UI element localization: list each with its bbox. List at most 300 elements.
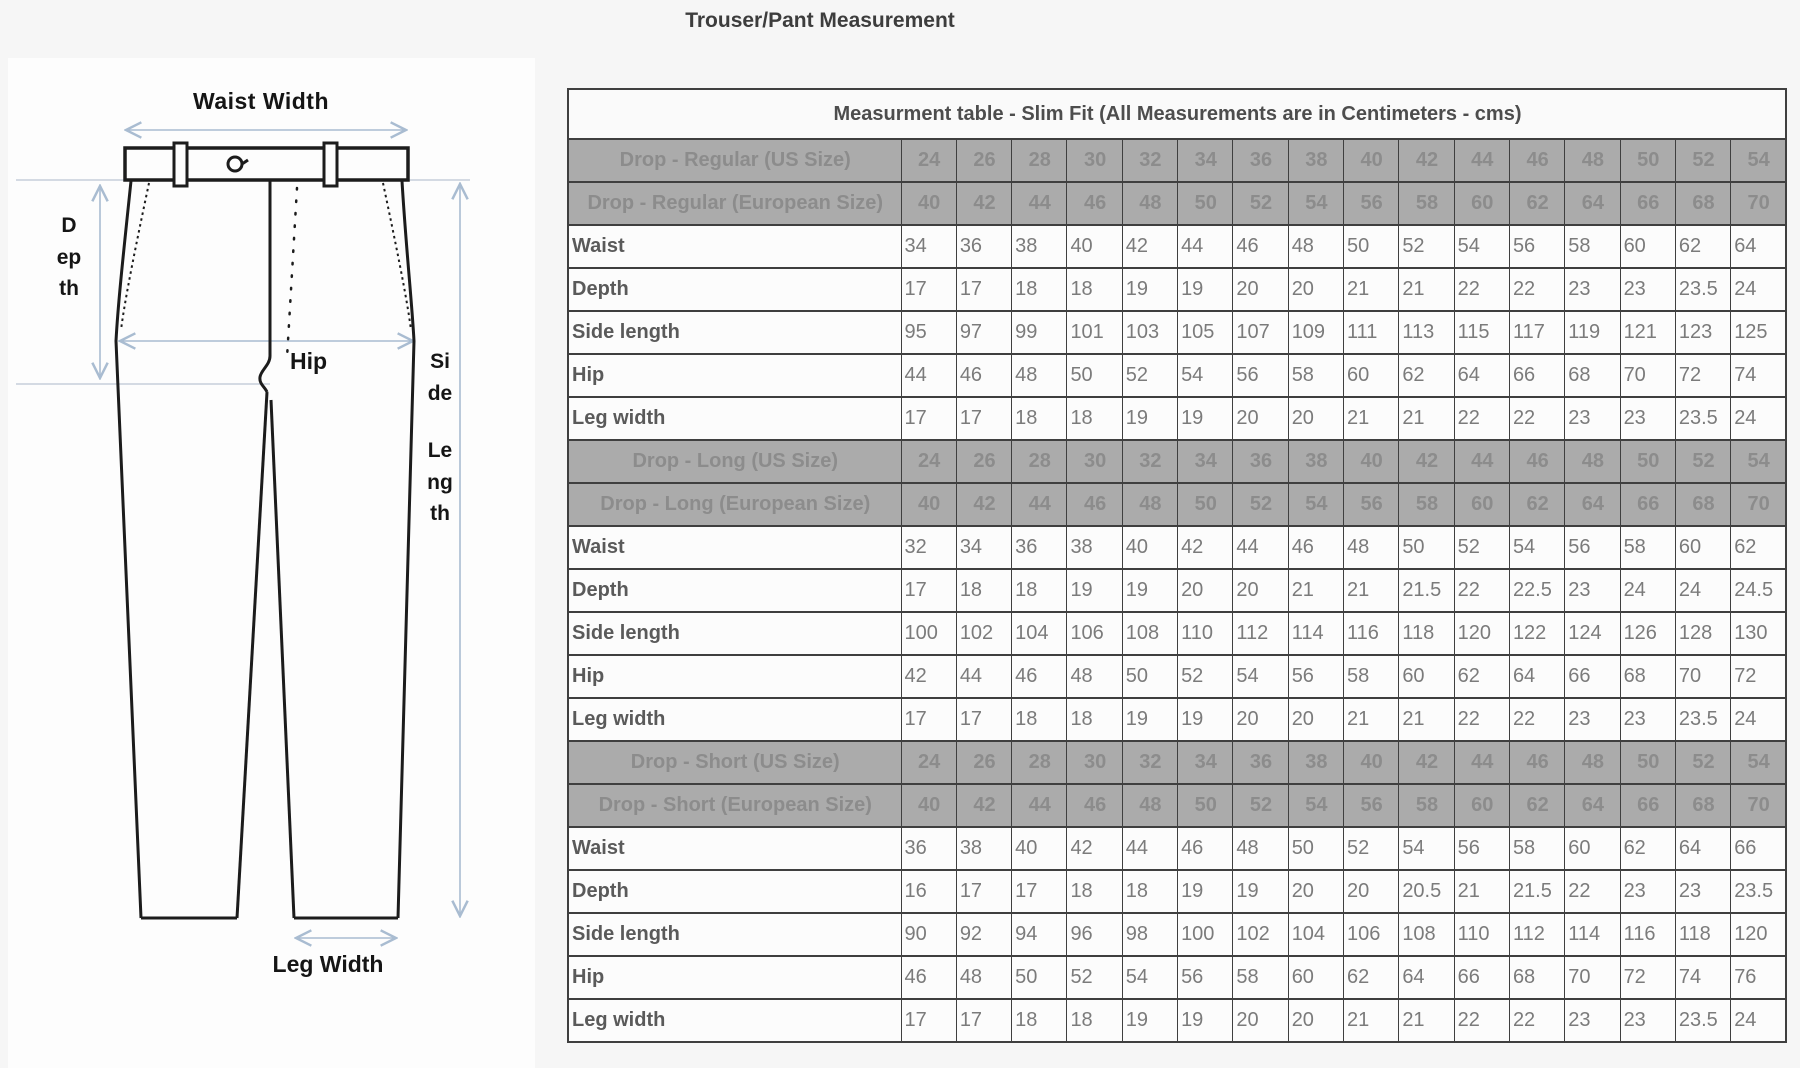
size-header-cell: 44 <box>1454 440 1509 483</box>
value-cell: 24 <box>1731 268 1786 311</box>
size-header-cell: 24 <box>901 139 956 182</box>
size-header-cell: 54 <box>1731 440 1786 483</box>
value-cell: 21 <box>1344 698 1399 741</box>
value-cell: 23 <box>1565 999 1620 1042</box>
size-header-cell: 44 <box>1012 182 1067 225</box>
size-header-cell: 68 <box>1675 483 1730 526</box>
size-header-cell: 26 <box>956 741 1011 784</box>
value-cell: 121 <box>1620 311 1675 354</box>
size-header-cell: 46 <box>1509 440 1564 483</box>
size-header-cell: 70 <box>1731 182 1786 225</box>
value-cell: 50 <box>1122 655 1177 698</box>
value-cell: 24 <box>1731 999 1786 1042</box>
value-cell: 20 <box>1233 397 1288 440</box>
size-header-cell: 50 <box>1178 784 1233 827</box>
value-cell: 58 <box>1620 526 1675 569</box>
value-cell: 23 <box>1565 268 1620 311</box>
value-cell: 21 <box>1454 870 1509 913</box>
value-cell: 99 <box>1012 311 1067 354</box>
value-cell: 21 <box>1344 999 1399 1042</box>
size-header-label: Drop - Regular (European Size) <box>568 182 901 225</box>
value-cell: 105 <box>1178 311 1233 354</box>
size-header-label: Drop - Long (European Size) <box>568 483 901 526</box>
value-cell: 62 <box>1620 827 1675 870</box>
row-label-cell: Hip <box>568 655 901 698</box>
size-header-cell: 40 <box>1344 139 1399 182</box>
value-cell: 23.5 <box>1675 698 1730 741</box>
value-cell: 18 <box>1012 569 1067 612</box>
size-header-cell: 70 <box>1731 784 1786 827</box>
value-cell: 19 <box>1178 870 1233 913</box>
value-cell: 19 <box>1122 569 1177 612</box>
size-header-label: Drop - Long (US Size) <box>568 440 901 483</box>
size-header-cell: 60 <box>1454 182 1509 225</box>
value-cell: 19 <box>1122 999 1177 1042</box>
value-cell: 60 <box>1620 225 1675 268</box>
value-cell: 70 <box>1675 655 1730 698</box>
size-header-cell: 56 <box>1344 182 1399 225</box>
row-label-cell: Depth <box>568 870 901 913</box>
value-cell: 19 <box>1178 397 1233 440</box>
row-label-cell: Waist <box>568 827 901 870</box>
value-cell: 62 <box>1344 956 1399 999</box>
value-cell: 64 <box>1731 225 1786 268</box>
size-header-cell: 56 <box>1344 784 1399 827</box>
value-cell: 18 <box>1012 999 1067 1042</box>
size-header-cell: 62 <box>1509 784 1564 827</box>
value-cell: 122 <box>1509 612 1564 655</box>
measurement-row <box>568 999 1786 1042</box>
side-length-label-line2: Length <box>427 439 453 525</box>
value-cell: 72 <box>1620 956 1675 999</box>
value-cell: 48 <box>1288 225 1343 268</box>
value-cell: 96 <box>1067 913 1122 956</box>
value-cell: 22 <box>1509 698 1564 741</box>
waistband <box>125 148 408 180</box>
value-cell: 56 <box>1288 655 1343 698</box>
value-cell: 21 <box>1399 397 1454 440</box>
value-cell: 17 <box>901 698 956 741</box>
row-label-cell: Hip <box>568 956 901 999</box>
value-cell: 52 <box>1122 354 1177 397</box>
value-cell: 38 <box>1067 526 1122 569</box>
measurement-row <box>568 612 1786 655</box>
value-cell: 22 <box>1454 698 1509 741</box>
value-cell: 22 <box>1509 397 1564 440</box>
value-cell: 23 <box>1565 397 1620 440</box>
measurement-table-body <box>568 89 1786 1042</box>
value-cell: 23 <box>1620 397 1675 440</box>
value-cell: 19 <box>1122 397 1177 440</box>
trouser-diagram-card <box>8 58 535 1068</box>
value-cell: 118 <box>1675 913 1730 956</box>
measurement-row <box>568 655 1786 698</box>
measurement-row <box>568 569 1786 612</box>
measurement-row <box>568 397 1786 440</box>
value-cell: 100 <box>901 612 956 655</box>
hip-label: Hip <box>290 348 328 374</box>
size-header-cell: 32 <box>1122 139 1177 182</box>
value-cell: 52 <box>1067 956 1122 999</box>
value-cell: 23 <box>1565 569 1620 612</box>
value-cell: 102 <box>1233 913 1288 956</box>
trouser-left-outer-seam <box>116 181 141 918</box>
value-cell: 108 <box>1122 612 1177 655</box>
size-header-cell: 34 <box>1178 440 1233 483</box>
row-label-cell: Depth <box>568 268 901 311</box>
value-cell: 24.5 <box>1731 569 1786 612</box>
value-cell: 54 <box>1509 526 1564 569</box>
value-cell: 110 <box>1178 612 1233 655</box>
value-cell: 22 <box>1454 397 1509 440</box>
size-header-cell: 40 <box>901 182 956 225</box>
size-header-cell: 50 <box>1620 741 1675 784</box>
value-cell: 18 <box>956 569 1011 612</box>
size-header-cell: 28 <box>1012 440 1067 483</box>
value-cell: 20 <box>1288 268 1343 311</box>
value-cell: 54 <box>1178 354 1233 397</box>
value-cell: 62 <box>1731 526 1786 569</box>
value-cell: 48 <box>1012 354 1067 397</box>
value-cell: 60 <box>1675 526 1730 569</box>
value-cell: 21 <box>1344 569 1399 612</box>
value-cell: 119 <box>1565 311 1620 354</box>
value-cell: 101 <box>1067 311 1122 354</box>
value-cell: 48 <box>1344 526 1399 569</box>
size-header-cell: 36 <box>1233 139 1288 182</box>
size-header-cell: 46 <box>1067 483 1122 526</box>
value-cell: 52 <box>1399 225 1454 268</box>
measurement-table <box>567 88 1787 1043</box>
value-cell: 111 <box>1344 311 1399 354</box>
size-header-cell: 42 <box>1399 440 1454 483</box>
value-cell: 23 <box>1620 698 1675 741</box>
value-cell: 58 <box>1233 956 1288 999</box>
value-cell: 48 <box>1067 655 1122 698</box>
value-cell: 17 <box>956 870 1011 913</box>
row-label-cell: Leg width <box>568 397 901 440</box>
value-cell: 68 <box>1509 956 1564 999</box>
size-header-cell: 54 <box>1288 483 1343 526</box>
value-cell: 50 <box>1012 956 1067 999</box>
size-header-cell: 40 <box>1344 741 1399 784</box>
trouser-right-outer-seam <box>398 181 414 918</box>
size-header-cell: 66 <box>1620 182 1675 225</box>
value-cell: 68 <box>1565 354 1620 397</box>
leg-width-label: Leg Width <box>272 951 384 977</box>
size-header-cell: 32 <box>1122 440 1177 483</box>
page-title: Trouser/Pant Measurement <box>685 9 955 32</box>
value-cell: 52 <box>1344 827 1399 870</box>
size-header-cell: 26 <box>956 139 1011 182</box>
value-cell: 18 <box>1067 870 1122 913</box>
value-cell: 36 <box>901 827 956 870</box>
size-header-cell: 64 <box>1565 784 1620 827</box>
value-cell: 32 <box>901 526 956 569</box>
size-header-cell: 24 <box>901 741 956 784</box>
size-header-cell: 58 <box>1399 483 1454 526</box>
size-header-cell: 42 <box>1399 741 1454 784</box>
value-cell: 90 <box>901 913 956 956</box>
size-header-row-regular <box>568 139 1786 182</box>
value-cell: 19 <box>1122 268 1177 311</box>
measurement-row <box>568 913 1786 956</box>
size-header-label: Drop - Regular (US Size) <box>568 139 901 182</box>
value-cell: 97 <box>956 311 1011 354</box>
value-cell: 18 <box>1067 999 1122 1042</box>
value-cell: 38 <box>956 827 1011 870</box>
value-cell: 36 <box>1012 526 1067 569</box>
size-header-cell: 34 <box>1178 741 1233 784</box>
value-cell: 40 <box>1122 526 1177 569</box>
size-header-cell: 30 <box>1067 440 1122 483</box>
value-cell: 22 <box>1454 268 1509 311</box>
size-header-cell: 48 <box>1122 483 1177 526</box>
value-cell: 23.5 <box>1731 870 1786 913</box>
value-cell: 44 <box>901 354 956 397</box>
value-cell: 20 <box>1233 698 1288 741</box>
value-cell: 46 <box>1233 225 1288 268</box>
value-cell: 66 <box>1454 956 1509 999</box>
value-cell: 23 <box>1620 999 1675 1042</box>
measurement-row <box>568 225 1786 268</box>
value-cell: 56 <box>1565 526 1620 569</box>
value-cell: 24 <box>1620 569 1675 612</box>
value-cell: 34 <box>956 526 1011 569</box>
size-header-cell: 62 <box>1509 483 1564 526</box>
size-header-cell: 52 <box>1675 139 1730 182</box>
size-header-cell: 34 <box>1178 139 1233 182</box>
size-header-cell: 54 <box>1731 139 1786 182</box>
value-cell: 18 <box>1067 397 1122 440</box>
size-header-cell: 38 <box>1288 440 1343 483</box>
value-cell: 70 <box>1565 956 1620 999</box>
size-header-cell: 48 <box>1565 440 1620 483</box>
row-label-cell: Side length <box>568 612 901 655</box>
value-cell: 48 <box>1233 827 1288 870</box>
size-header-cell: 52 <box>1675 440 1730 483</box>
value-cell: 62 <box>1399 354 1454 397</box>
size-header-cell: 44 <box>1454 741 1509 784</box>
value-cell: 70 <box>1620 354 1675 397</box>
table-title: Measurment table - Slim Fit (All Measurements are in Centimeters - cms) <box>568 89 1786 139</box>
value-cell: 16 <box>901 870 956 913</box>
value-cell: 21 <box>1344 268 1399 311</box>
value-cell: 128 <box>1675 612 1730 655</box>
size-header-cell: 24 <box>901 440 956 483</box>
size-header-cell: 26 <box>956 440 1011 483</box>
value-cell: 103 <box>1122 311 1177 354</box>
size-header-cell: 70 <box>1731 483 1786 526</box>
size-header-cell: 64 <box>1565 483 1620 526</box>
value-cell: 17 <box>901 569 956 612</box>
value-cell: 40 <box>1012 827 1067 870</box>
value-cell: 42 <box>1178 526 1233 569</box>
value-cell: 20 <box>1178 569 1233 612</box>
value-cell: 20 <box>1344 870 1399 913</box>
value-cell: 66 <box>1509 354 1564 397</box>
value-cell: 56 <box>1233 354 1288 397</box>
value-cell: 52 <box>1454 526 1509 569</box>
waist-width-label: Waist Width <box>192 88 330 114</box>
value-cell: 22 <box>1565 870 1620 913</box>
value-cell: 58 <box>1565 225 1620 268</box>
measurement-row <box>568 870 1786 913</box>
value-cell: 46 <box>1012 655 1067 698</box>
row-label-cell: Side length <box>568 913 901 956</box>
value-cell: 72 <box>1675 354 1730 397</box>
value-cell: 17 <box>956 397 1011 440</box>
size-header-cell: 50 <box>1620 139 1675 182</box>
value-cell: 22.5 <box>1509 569 1564 612</box>
size-header-row-long <box>568 483 1786 526</box>
size-header-cell: 58 <box>1399 182 1454 225</box>
size-header-cell: 40 <box>1344 440 1399 483</box>
measurement-row <box>568 354 1786 397</box>
value-cell: 46 <box>1178 827 1233 870</box>
value-cell: 20 <box>1233 999 1288 1042</box>
size-header-label: Drop - Short (European Size) <box>568 784 901 827</box>
value-cell: 34 <box>901 225 956 268</box>
value-cell: 23.5 <box>1675 397 1730 440</box>
value-cell: 54 <box>1233 655 1288 698</box>
value-cell: 36 <box>956 225 1011 268</box>
value-cell: 19 <box>1178 268 1233 311</box>
size-header-cell: 48 <box>1122 182 1177 225</box>
measurement-row <box>568 268 1786 311</box>
row-label-cell: Leg width <box>568 698 901 741</box>
value-cell: 106 <box>1067 612 1122 655</box>
value-cell: 23 <box>1620 268 1675 311</box>
value-cell: 64 <box>1399 956 1454 999</box>
size-header-cell: 42 <box>956 182 1011 225</box>
value-cell: 42 <box>1122 225 1177 268</box>
value-cell: 40 <box>1067 225 1122 268</box>
value-cell: 18 <box>1012 397 1067 440</box>
value-cell: 120 <box>1454 612 1509 655</box>
size-header-cell: 42 <box>956 483 1011 526</box>
value-cell: 60 <box>1344 354 1399 397</box>
value-cell: 22 <box>1454 569 1509 612</box>
row-label-cell: Side length <box>568 311 901 354</box>
value-cell: 44 <box>1122 827 1177 870</box>
value-cell: 21.5 <box>1399 569 1454 612</box>
size-header-row-long <box>568 440 1786 483</box>
value-cell: 23 <box>1565 698 1620 741</box>
size-header-cell: 44 <box>1012 483 1067 526</box>
value-cell: 104 <box>1288 913 1343 956</box>
value-cell: 20.5 <box>1399 870 1454 913</box>
size-header-cell: 58 <box>1399 784 1454 827</box>
value-cell: 114 <box>1565 913 1620 956</box>
value-cell: 114 <box>1288 612 1343 655</box>
side-length-label-line1: Side <box>427 350 453 405</box>
size-header-row-short <box>568 741 1786 784</box>
value-cell: 17 <box>901 268 956 311</box>
size-header-cell: 60 <box>1454 784 1509 827</box>
size-header-row-short <box>568 784 1786 827</box>
size-header-cell: 30 <box>1067 139 1122 182</box>
value-cell: 19 <box>1233 870 1288 913</box>
value-cell: 92 <box>956 913 1011 956</box>
value-cell: 74 <box>1675 956 1730 999</box>
size-header-cell: 54 <box>1288 182 1343 225</box>
size-header-cell: 60 <box>1454 483 1509 526</box>
size-header-cell: 28 <box>1012 139 1067 182</box>
size-header-cell: 32 <box>1122 741 1177 784</box>
value-cell: 62 <box>1675 225 1730 268</box>
measurement-row <box>568 526 1786 569</box>
value-cell: 22 <box>1509 268 1564 311</box>
value-cell: 64 <box>1675 827 1730 870</box>
value-cell: 60 <box>1399 655 1454 698</box>
value-cell: 56 <box>1509 225 1564 268</box>
value-cell: 64 <box>1454 354 1509 397</box>
value-cell: 21 <box>1344 397 1399 440</box>
value-cell: 23 <box>1620 870 1675 913</box>
measurement-row <box>568 956 1786 999</box>
value-cell: 112 <box>1509 913 1564 956</box>
value-cell: 19 <box>1122 698 1177 741</box>
size-header-cell: 66 <box>1620 784 1675 827</box>
measurement-row <box>568 827 1786 870</box>
size-header-cell: 36 <box>1233 741 1288 784</box>
size-header-cell: 42 <box>956 784 1011 827</box>
table-title-row <box>568 89 1786 139</box>
value-cell: 95 <box>901 311 956 354</box>
size-header-cell: 46 <box>1509 741 1564 784</box>
value-cell: 62 <box>1454 655 1509 698</box>
size-header-cell: 42 <box>1399 139 1454 182</box>
value-cell: 19 <box>1178 698 1233 741</box>
value-cell: 74 <box>1731 354 1786 397</box>
value-cell: 120 <box>1731 913 1786 956</box>
value-cell: 130 <box>1731 612 1786 655</box>
size-header-cell: 44 <box>1454 139 1509 182</box>
value-cell: 68 <box>1620 655 1675 698</box>
size-header-cell: 50 <box>1178 182 1233 225</box>
value-cell: 54 <box>1454 225 1509 268</box>
value-cell: 72 <box>1731 655 1786 698</box>
value-cell: 115 <box>1454 311 1509 354</box>
value-cell: 94 <box>1012 913 1067 956</box>
value-cell: 17 <box>1012 870 1067 913</box>
value-cell: 58 <box>1344 655 1399 698</box>
value-cell: 56 <box>1178 956 1233 999</box>
value-cell: 18 <box>1012 698 1067 741</box>
value-cell: 20 <box>1288 870 1343 913</box>
size-header-cell: 62 <box>1509 182 1564 225</box>
value-cell: 17 <box>901 999 956 1042</box>
value-cell: 126 <box>1620 612 1675 655</box>
value-cell: 60 <box>1288 956 1343 999</box>
measurement-row <box>568 698 1786 741</box>
value-cell: 21 <box>1399 268 1454 311</box>
value-cell: 42 <box>901 655 956 698</box>
value-cell: 104 <box>1012 612 1067 655</box>
size-header-cell: 40 <box>901 784 956 827</box>
belt-loop-left <box>174 143 187 186</box>
value-cell: 110 <box>1454 913 1509 956</box>
value-cell: 20 <box>1288 698 1343 741</box>
depth-label: Depth <box>56 214 82 300</box>
value-cell: 60 <box>1565 827 1620 870</box>
value-cell: 18 <box>1012 268 1067 311</box>
value-cell: 17 <box>956 698 1011 741</box>
size-header-row-regular <box>568 182 1786 225</box>
value-cell: 38 <box>1012 225 1067 268</box>
value-cell: 123 <box>1675 311 1730 354</box>
